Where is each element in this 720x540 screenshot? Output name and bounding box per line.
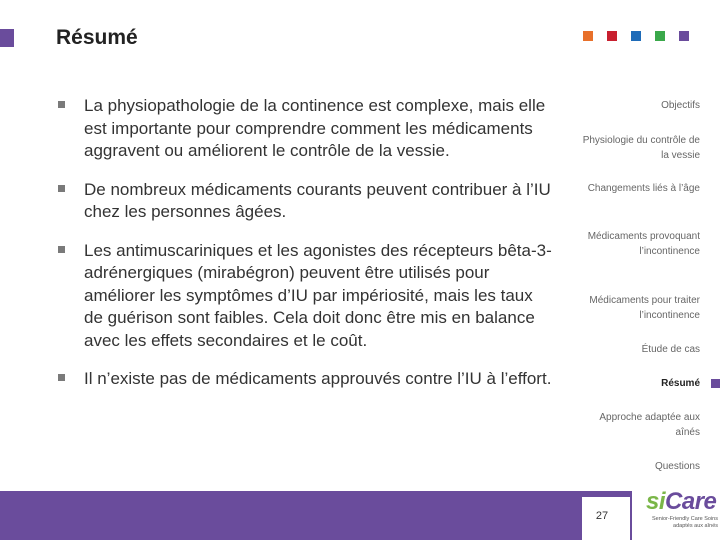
nav-item-medicaments-provoquant[interactable]: Médicaments provoquant l’incontinence: [587, 231, 700, 257]
orange-square: [583, 31, 593, 41]
bullet-item: [56, 179, 556, 224]
bullet-item: [56, 95, 556, 163]
page-title: Résumé: [56, 26, 138, 49]
sicare-logo: siCare: [646, 488, 717, 515]
red-square: [607, 31, 617, 41]
bullet-item: [56, 368, 556, 391]
bullet-square-icon: [58, 185, 65, 192]
nav-item-approche[interactable]: Approche adaptée aux aînés: [599, 412, 700, 438]
nav-item-objectifs[interactable]: Objectifs: [661, 100, 700, 111]
bullet-item: [56, 240, 556, 353]
bullet-text: La physiopathologie de la continence est complexe, mais elle est importante pour comprendre comment les médicaments aggravent ou améliorent le contrôle de la vessie.: [84, 96, 546, 160]
nav-item-medicaments-traiter[interactable]: Médicaments pour traiter l’incontinence: [589, 295, 700, 321]
nav-item-questions[interactable]: Questions: [654, 461, 700, 472]
blue-square: [631, 31, 641, 41]
nav-item-changements[interactable]: Changements liés à l’âge: [587, 183, 700, 194]
bullet-text: De nombreux médicaments courants peuvent contribuer à l’IU chez les personnes âgées.: [84, 179, 551, 221]
title-accent-bar: [0, 29, 14, 47]
bullet-square-icon: [58, 246, 65, 253]
color-squares: [583, 31, 689, 41]
logo-tagline: Senior-Friendly Care Soins adaptés aux aînés: [651, 516, 718, 529]
active-nav-marker: [711, 379, 720, 388]
bullet-list: [56, 95, 556, 407]
nav-item-resume[interactable]: Résumé: [661, 378, 700, 389]
bullet-square-icon: [58, 101, 65, 108]
purple-square: [679, 31, 689, 41]
bullet-text: Les antimuscariniques et les agonistes des récepteurs bêta-3-adrénergiques (mirabégron) peuvent être utilisés pour améliorer les symptômes d’IU par impériosité, mais les taux de guérison sont faibles. Cela doit donc être mis en balance avec les effets secondaires et le coût.: [84, 240, 552, 350]
bullet-text: Il n’existe pas de médicaments approuvés contre l’IU à l’effort.: [84, 369, 552, 388]
green-square: [655, 31, 665, 41]
bullet-square-icon: [58, 374, 65, 381]
nav-item-physiologie[interactable]: Physiologie du contrôle de la vessie: [582, 135, 700, 161]
page-number: 27: [595, 510, 609, 522]
nav-item-etude-de-cas[interactable]: Étude de cas: [641, 344, 700, 355]
